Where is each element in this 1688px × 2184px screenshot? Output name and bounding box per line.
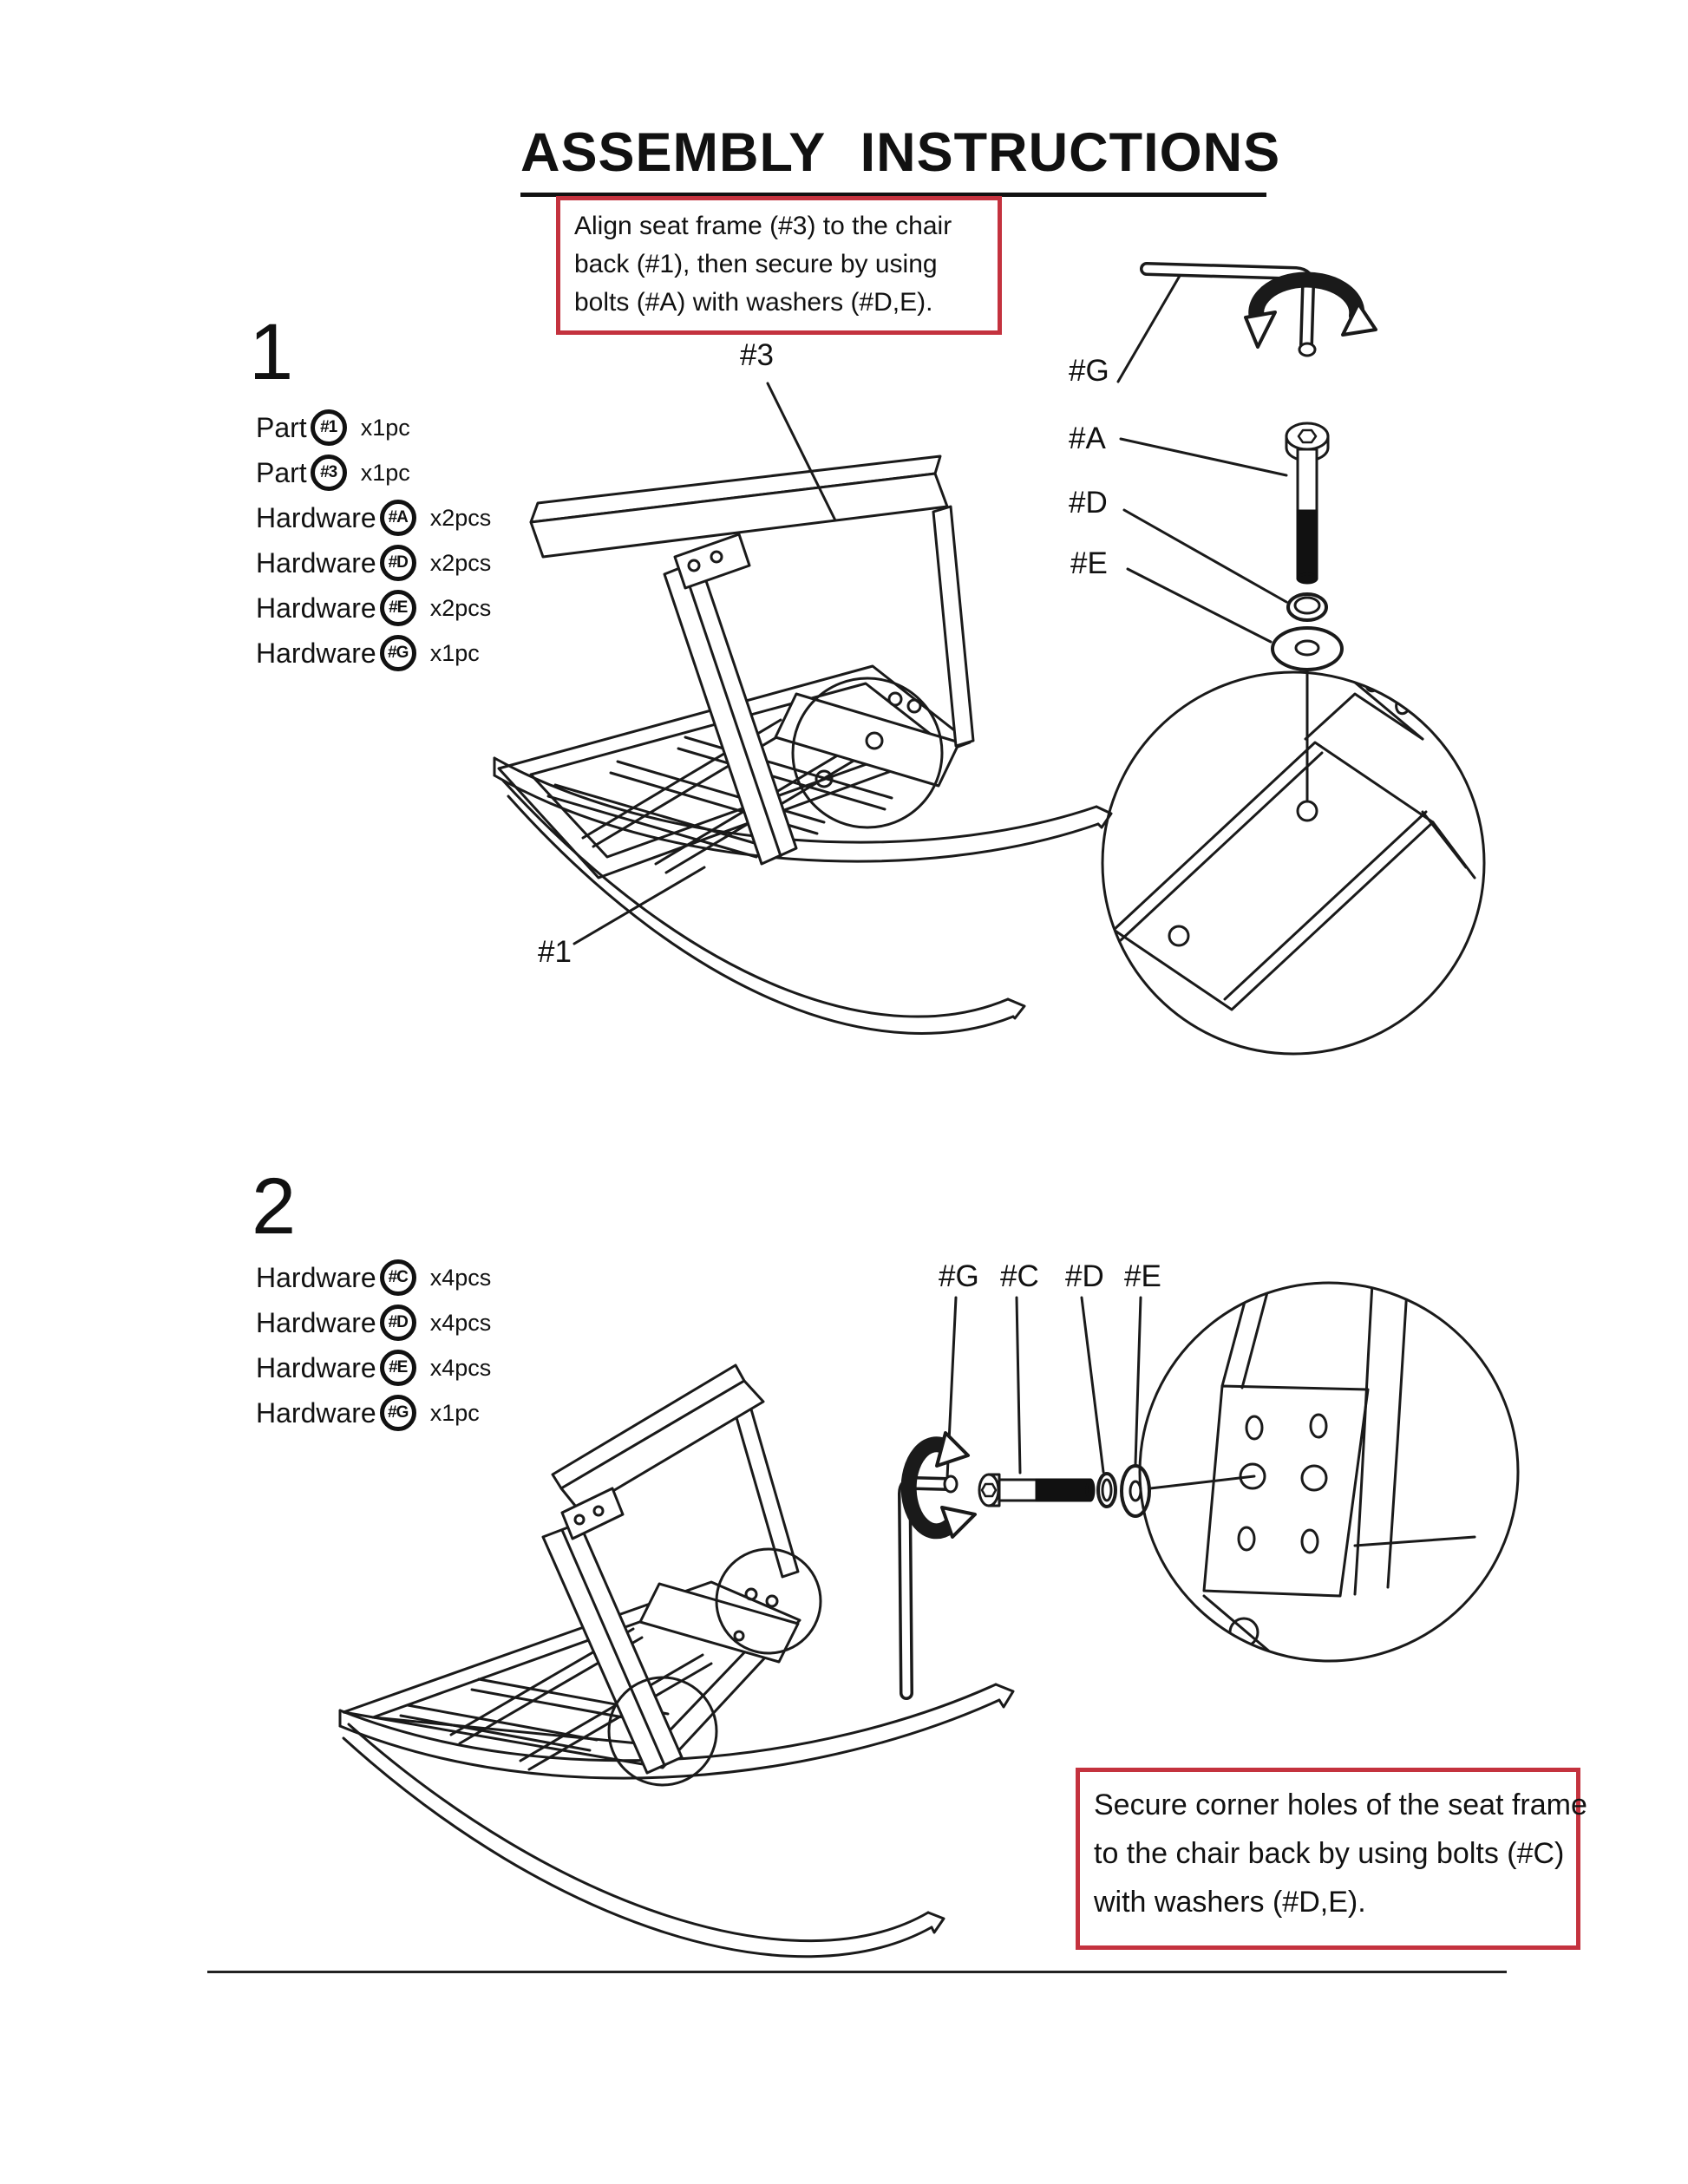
part-label: Hardware (256, 592, 376, 624)
parts-list-item (256, 450, 491, 495)
hardware-code-circle (380, 545, 416, 581)
washer-d-icon (1288, 594, 1326, 620)
part-qty: x1pc (429, 639, 480, 666)
magnify-circle-small (793, 678, 942, 827)
seat-frame-outline (343, 1582, 800, 1768)
part-label: Hardware (256, 546, 376, 579)
hardware-code: #C (388, 1268, 408, 1286)
step2-number: 2 (252, 1162, 297, 1251)
part-qty: x4pcs (429, 1309, 492, 1336)
bolt-a-icon (1286, 423, 1328, 583)
corner-plate (1204, 1386, 1368, 1596)
step1-number: 1 (249, 308, 294, 396)
hardware-code: #E (389, 1358, 408, 1376)
chair-leg-rail (494, 758, 1096, 842)
parts-list-item (256, 540, 491, 585)
leader-line-seat-frame (768, 383, 835, 520)
label-chair-back: #1 (538, 935, 572, 969)
step2-magnified-detail (1140, 1259, 1518, 1702)
chair-back-post (664, 560, 796, 864)
parts-list-item (256, 1390, 491, 1435)
step1-parts-list (256, 405, 491, 676)
rotation-arrow (1256, 280, 1357, 324)
step1-note-box (556, 196, 1002, 335)
washer-e-icon (1122, 1466, 1149, 1516)
leader-line-chair-back (574, 867, 704, 944)
step1-hardware-drawing (1118, 269, 1376, 800)
part-qty: x1pc (429, 1399, 480, 1426)
hardware-code: #D (388, 1313, 408, 1331)
parts-list-item (256, 1345, 491, 1390)
note-line: back (#1), then secure by using (574, 250, 938, 278)
hardware-code-circle (380, 1395, 416, 1431)
hardware-code-circle (380, 590, 416, 626)
label-washer-d: #D (1069, 486, 1108, 520)
parts-list-item (256, 585, 491, 631)
chair-back-top-rail (531, 474, 947, 557)
note-line: with washers (#D,E). (1094, 1886, 1366, 1919)
step2-chair-drawing (340, 1365, 1013, 1957)
step2-parts-list (256, 1255, 491, 1435)
chair-back-post (543, 1523, 682, 1773)
step2-hardware-drawing (905, 1298, 1254, 1693)
rotation-arrow (909, 1444, 949, 1531)
hardware-code: #E (389, 598, 408, 617)
part-qty: x1pc (360, 459, 410, 486)
hardware-code-circle (380, 1259, 416, 1296)
label-bolt-a: #A (1069, 422, 1106, 455)
label-allen-key: #G (939, 1259, 979, 1293)
hardware-code: #G (388, 644, 409, 662)
label-washer-e: #E (1070, 546, 1108, 580)
parts-list-item (256, 631, 491, 676)
label-washer-d: #D (1065, 1259, 1104, 1293)
magnify-circle-small (609, 1677, 716, 1785)
hardware-code: #D (388, 553, 408, 572)
step2-note-box (1076, 1768, 1587, 1950)
hardware-code-circle (380, 500, 416, 536)
parts-list-item (256, 1255, 491, 1300)
label-allen-key: #G (1069, 354, 1109, 388)
part-qty: x1pc (360, 414, 410, 441)
bolt-c-icon (979, 1475, 1094, 1506)
note-line: Secure corner holes of the seat frame (1094, 1788, 1587, 1821)
part-label: Hardware (256, 1306, 376, 1338)
note-line: bolts (#A) with washers (#D,E). (574, 288, 933, 317)
part-qty: x2pcs (429, 504, 492, 531)
step1-magnified-detail (1102, 638, 1484, 1054)
part-label: Hardware (256, 501, 376, 533)
hardware-code: #1 (320, 418, 337, 436)
note-line: to the chair back by using bolts (#C) (1094, 1837, 1565, 1870)
seat-frame-outline (499, 666, 970, 878)
part-label: Hardware (256, 1351, 376, 1383)
parts-list-item (256, 1300, 491, 1345)
footer-divider (207, 1971, 1507, 1973)
part-label: Part (256, 411, 307, 443)
page-title: ASSEMBLY INSTRUCTIONS (520, 121, 1266, 197)
parts-list-item (256, 405, 491, 450)
hardware-code-circle (311, 409, 347, 446)
part-label: Hardware (256, 637, 376, 669)
hardware-code: #G (388, 1403, 409, 1422)
washer-e-icon (1273, 628, 1342, 670)
hardware-code: #A (388, 508, 408, 526)
hardware-code-circle (380, 1350, 416, 1386)
label-washer-e: #E (1124, 1259, 1161, 1293)
part-qty: x2pcs (429, 549, 492, 576)
step1-chair-drawing (494, 383, 1111, 1033)
magnify-circle-large (1140, 1283, 1518, 1661)
part-label: Part (256, 456, 307, 488)
label-bolt-c: #C (1000, 1259, 1039, 1293)
note-line: Align seat frame (#3) to the chair (574, 212, 952, 240)
part-label: Hardware (256, 1396, 376, 1429)
part-label: Hardware (256, 1261, 376, 1293)
magnify-circle-small (716, 1549, 821, 1653)
washer-d-icon (1098, 1474, 1116, 1507)
label-seat-frame: #3 (740, 338, 774, 372)
part-qty: x2pcs (429, 594, 492, 621)
part-qty: x4pcs (429, 1354, 492, 1381)
hardware-code-circle (380, 1305, 416, 1341)
magnify-circle-large (1102, 672, 1484, 1054)
hardware-code-circle (380, 635, 416, 671)
part-qty: x4pcs (429, 1264, 492, 1291)
hardware-code-circle (311, 454, 347, 491)
hardware-code: #3 (320, 463, 337, 481)
allen-key-icon (905, 1433, 975, 1693)
parts-list-item (256, 495, 491, 540)
chair-back-top-rail (561, 1381, 763, 1511)
allen-key-icon (1147, 269, 1376, 356)
